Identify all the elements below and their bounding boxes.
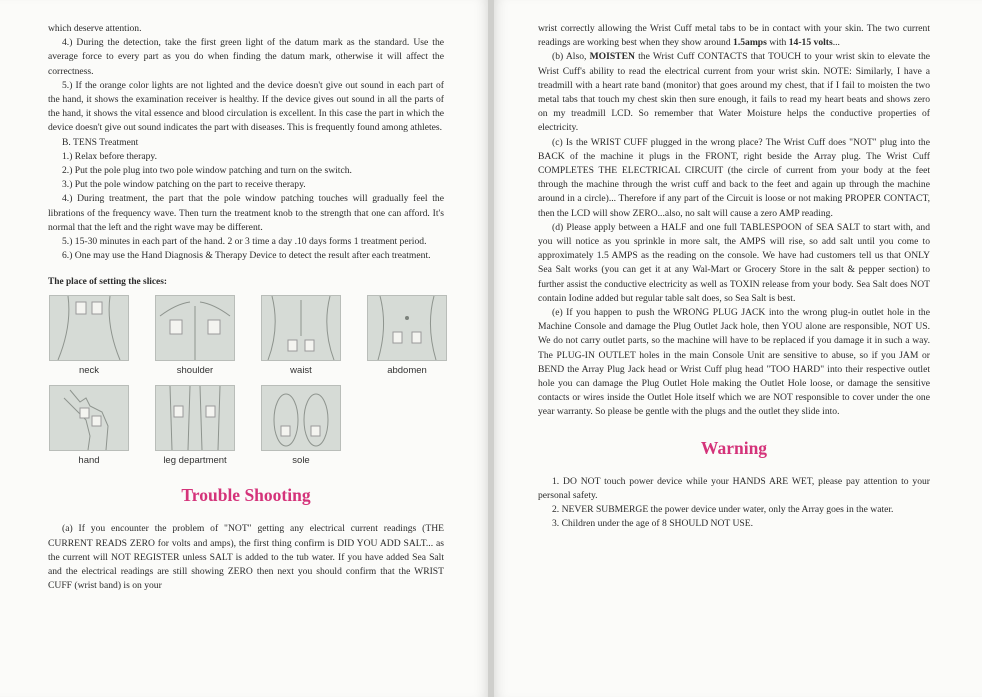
- abdomen-diagram-icon: [367, 295, 447, 361]
- paragraph: 4.) During treatment, the part that the pole window patching touches will gradually feel the librations of the frequency wave. Then turn the treatment knob to the strength that one can afford. It's normal that the left and the right wave may be different.: [48, 193, 444, 233]
- warning-item: 1. DO NOT touch power device while your HANDS ARE WET, please pay attention to your personal safety.: [538, 475, 930, 501]
- slice-waist: [260, 295, 342, 379]
- warning-list: [538, 475, 930, 532]
- paragraph: wrist correctly allowing the Wrist Cuff metal tabs to be in contact with your skin. The two current readings are working best when they show around 1.5amps with 14-15 volts...: [538, 23, 930, 49]
- slice-label: shoulder: [176, 365, 214, 377]
- waist-diagram-icon: [261, 295, 341, 361]
- shoulder-diagram-icon: [155, 295, 235, 361]
- left-paragraphs: [48, 22, 444, 263]
- paragraph: 5.) 15-30 minutes in each part of the hand. 2 or 3 time a day .10 days forms 1 treatment period.: [62, 236, 427, 248]
- paragraph: which deserve attention.: [48, 23, 142, 34]
- paragraph: 6.) One may use the Hand Diagnosis & Therapy Device to detect the result after each treatment.: [62, 250, 431, 262]
- warning-item: 2. NEVER SUBMERGE the power device under water, only the Array goes in the water.: [552, 504, 894, 516]
- paragraph: 4.) During the detection, take the first green light of the datum mark as the standard. Use the average force to every part as you do when finding the datum mark, otherwise it will affect the correctness.: [48, 37, 444, 77]
- hand-diagram-icon: [49, 385, 129, 451]
- slice-abdomen: [366, 295, 448, 379]
- slice-label: hand: [78, 455, 100, 467]
- leg-diagram-icon: [155, 385, 235, 451]
- slice-label: abdomen: [387, 365, 427, 377]
- neck-diagram-icon: [49, 295, 129, 361]
- trouble-shooting-heading: Trouble Shooting: [181, 485, 311, 506]
- paragraph: (c) Is the WRIST CUFF plugged in the wrong place? The Wrist Cuff does "NOT" plug into the BACK of the machine it plugs in the FRONT, right beside the Array plug. The Wrist Cuff COMPLETES THE ELECTRICAL CIRCUIT (the circle of current from your body at the feet through the machine through the wrist cuff and back to the feet and again up through the machine around in a circle)... Therefore if any part of the Circuit is loose or not making PROPER CONTACT, then the LCD will show ZERO...also, no salt will cause a zero AMP reading.: [538, 136, 930, 219]
- slices-title: The place of setting the slices:: [48, 277, 167, 288]
- paragraph: 1.) Relax before therapy.: [62, 150, 158, 162]
- slice-hand: [48, 385, 130, 469]
- paragraph: (d) Please apply between a HALF and one full TABLESPOON of SEA SALT to start with, and you will notice as you sprinkle in more salt, the AMPS will rise, so add salt until you come to approximately 1.5 AMPS as the reading on the console. We have had customers tell us that ONLY Sea Salt works (you can get it at any Wal-Mart or Grocery Store in the salt & pepper section) to further assist the conductive electricity as well as TOXIN release from your body. Sea Salt does NOT contain Iodine added but regular table salt does, so Sea Salt is best.: [538, 221, 930, 304]
- sole-diagram-icon: [261, 385, 341, 451]
- trouble-paragraph: (a) If you encounter the problem of "NOT" getting any electrical current readings (THE CURRENT READS ZERO for volts and amps), the first thing confirm is DID YOU ADD SALT... as the current will NOT REGISTER unless SALT is added to the tub water. If you have added Sea Salt and the electrical readings are still showing ZERO then next you should confirm that the WRIST CUFF (wrist band) is on your: [48, 523, 444, 592]
- slice-neck: [48, 295, 130, 379]
- paragraph: (b) Also, MOISTEN the Wrist Cuff CONTACTS that TOUCH to your wrist skin to elevate the Wrist Cuff's ability to read the electrical current from your wrist skin. NOTE: Similarly, I have a treadmill with a heart rate band (monitor) that goes around my chest, that if I fail to moisten the two metal tabs that touch my chest skin then sure enough, it fails to read my heart beats and shows zero on my treadmill LCD. So remember that Water Moisture helps the conductive properties of electricity.: [538, 51, 930, 134]
- paragraph: B. TENS Treatment: [62, 136, 139, 148]
- slices-grid: [48, 295, 444, 469]
- warning-item: 3. Children under the age of 8 SHOULD NOT USE.: [552, 518, 753, 530]
- slice-sole: [260, 385, 342, 469]
- paragraph: (e) If you happen to push the WRONG PLUG JACK into the wrong plug-in outlet hole in the Machine Console and damage the Plug Outlet Jack hole, then YOU alone are responsible, NOT US. We do not carry outlet parts, so the machine will have to be replaced if you damage it in such a way. The PLUG-IN OUTLET holes in the main Console Unit are sensitive to abuse, so if you JAM or BEND the Array Plug Jack head or Wrist Cuff plug head "TOO HARD" into their respective outlet hole you can damage the Plug Outlet Hole making the Outlet Hole loose, or damage the sensitive contacts or wires inside the Outlet Hole itself which we are NOT responsible to cover under the one year warranty. So please be gentle with the plugs and the outlet they slide into.: [538, 307, 930, 418]
- warning-heading: Warning: [700, 437, 768, 458]
- paragraph: 2.) Put the pole plug into two pole window patching and turn on the switch.: [62, 165, 352, 177]
- right-page: [494, 0, 982, 697]
- slice-label: sole: [292, 455, 310, 467]
- paragraph: 5.) If the orange color lights are not lighted and the device doesn't give out sound in each part of the hand, it shows the examination receiver is healthy. If the device gives out sound in all the parts of the hand, it shows the vital essence and blood circulation is excellent. In this case the part in which the device doesn't give out sound indicates the part with diseases. This is frequently found among athletes.: [48, 79, 444, 134]
- slice-shoulder: [154, 295, 236, 379]
- left-page: [0, 0, 488, 697]
- paragraph: 3.) Put the pole window patching on the part to receive therapy.: [62, 179, 306, 191]
- slice-label: neck: [78, 365, 100, 377]
- slice-label: waist: [290, 365, 312, 377]
- slice-label: leg department: [163, 455, 227, 467]
- slice-leg: [154, 385, 236, 469]
